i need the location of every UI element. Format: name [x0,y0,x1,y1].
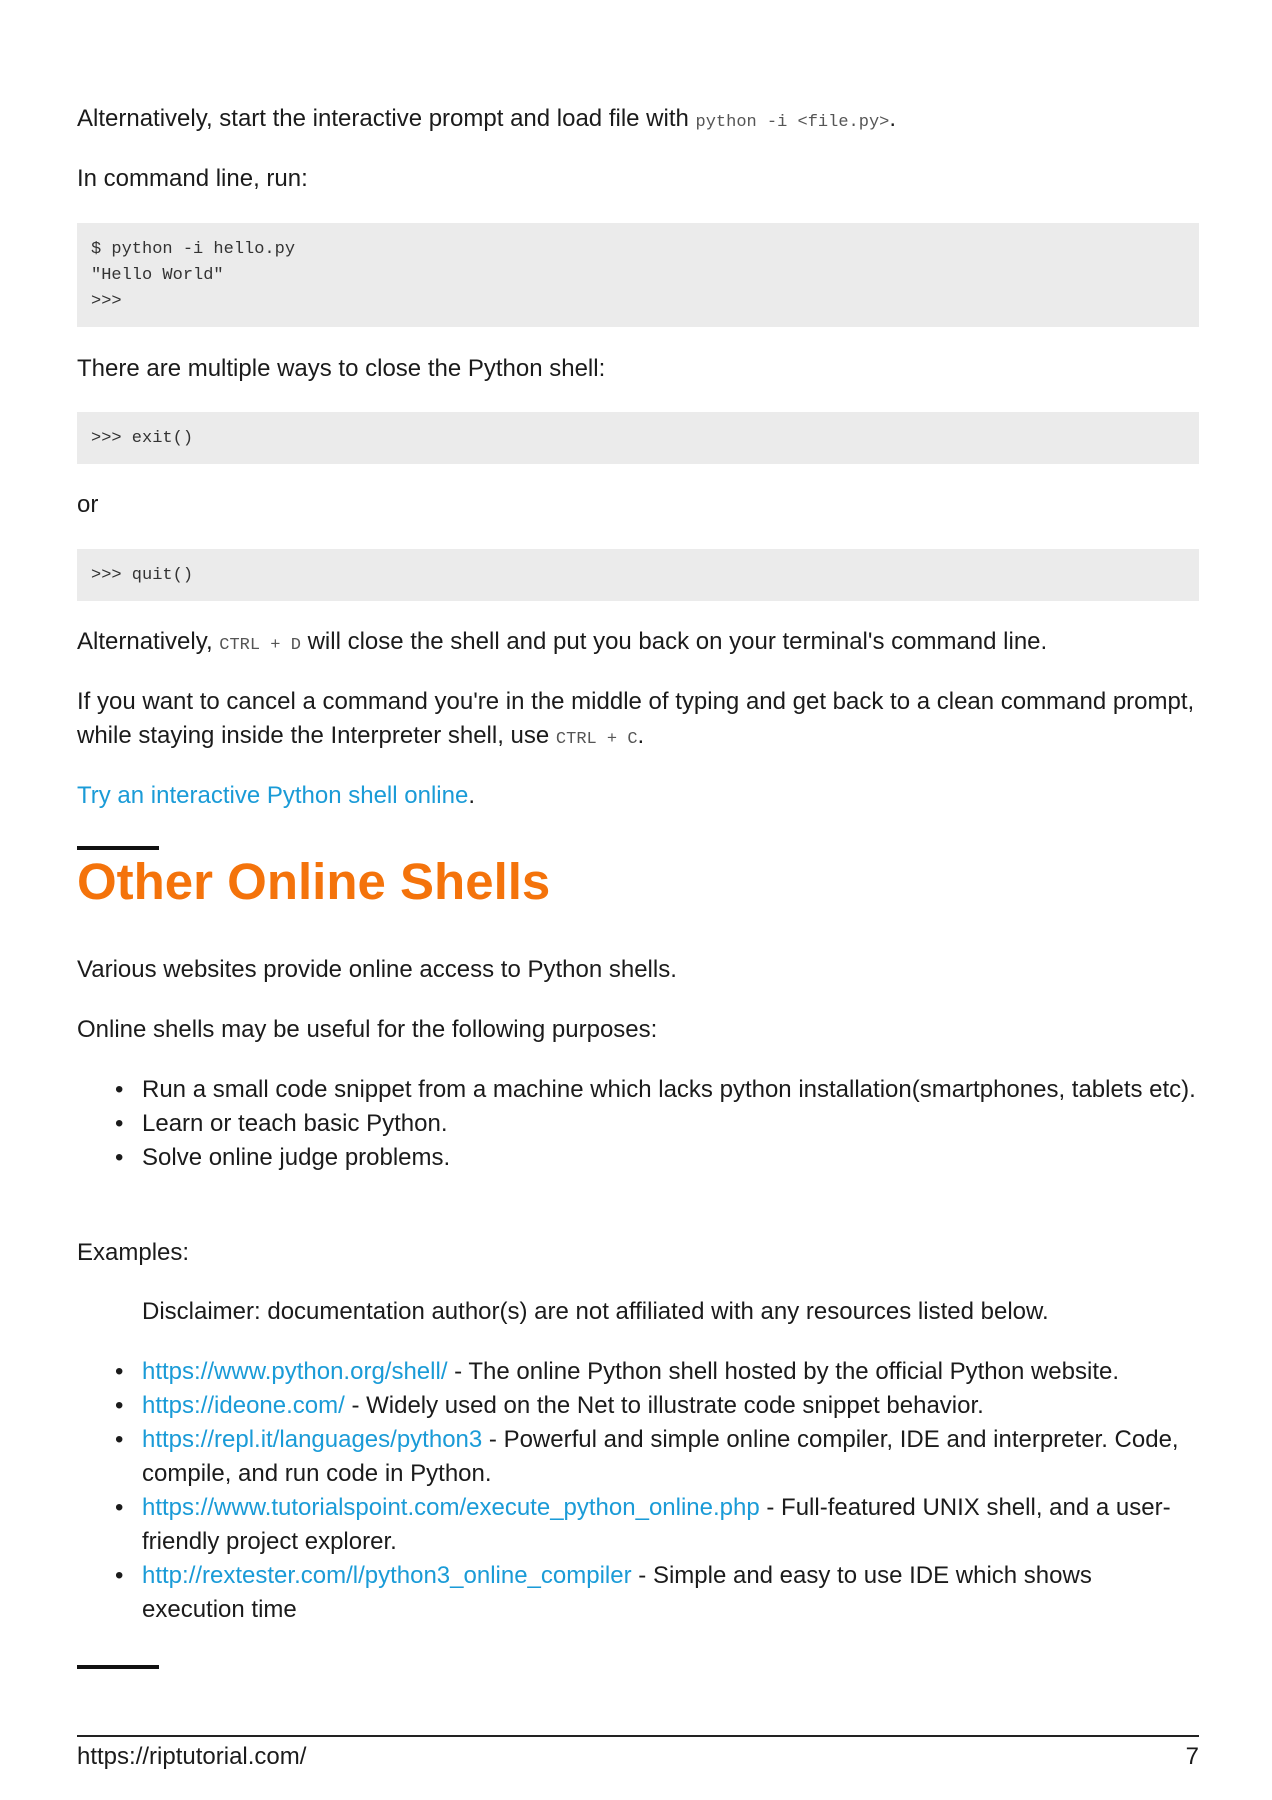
list-item: • https://www.tutorialspoint.com/execute_python_online.php - Full-featured UNIX shell, and a user-friendly project explorer. [77,1491,1199,1559]
section-rule [77,846,159,850]
bullet: • [115,1494,124,1521]
list-item: • https://ideone.com/ - Widely used on the Net to illustrate code snippet behavior. [77,1389,1199,1423]
footer-divider [77,1735,1199,1737]
resource-link[interactable]: https://www.python.org/shell/ [142,1358,448,1385]
page-footer [77,1743,1199,1771]
bullet: • [115,1426,124,1453]
bullet: • [115,1076,124,1103]
code-block-run: $ python -i hello.py "Hello World" >>> [77,223,1199,327]
bullet: • [115,1144,124,1171]
cmd-line-paragraph: In command line, run: [77,165,308,192]
footer-url: https://riptutorial.com/ [77,1743,307,1770]
alt-start-paragraph: Alternatively, start the interactive prompt and load file with python -i <file.py>. [77,105,897,132]
resource-link[interactable]: https://www.tutorialspoint.com/execute_python_online.php [142,1494,760,1521]
resource-list [77,1355,1199,1627]
code-block-quit: >>> quit() [77,549,1199,601]
resource-link[interactable]: https://ideone.com/ [142,1392,345,1419]
resource-link[interactable]: http://rextester.com/l/python3_online_compiler [142,1562,632,1589]
try-online-link[interactable]: Try an interactive Python shell online [77,782,469,809]
section-title: Other Online Shells [77,853,551,910]
bullet: • [115,1562,124,1589]
ctrl-d-paragraph: Alternatively, CTRL + D will close the shell and put you back on your terminal's command line. [77,628,1048,655]
list-item: • http://rextester.com/l/python3_online_compiler - Simple and easy to use IDE which shows execution time [77,1559,1199,1627]
or-text: or [77,491,99,518]
document-page [77,0,1199,1800]
list-item: • Run a small code snippet from a machine which lacks python installation(smartphones, tablets etc). [77,1073,1199,1107]
try-paragraph: Try an interactive Python shell online. [77,782,475,809]
purpose-list [77,1073,1199,1175]
inline-code: CTRL + C [555,730,638,749]
cancel-paragraph: If you want to cancel a command you're in the middle of typing and get back to a clean command prompt, while staying inside the Interpreter shell, use CTRL + C. [77,688,1195,749]
section-paragraph-2: Online shells may be useful for the following purposes: [77,1016,658,1043]
resource-link[interactable]: https://repl.it/languages/python3 [142,1426,483,1453]
disclaimer: Disclaimer: documentation author(s) are not affiliated with any resources listed below. [142,1298,1049,1325]
bullet: • [115,1358,124,1385]
list-item: • Learn or teach basic Python. [77,1107,1199,1141]
section-paragraph-1: Various websites provide online access to Python shells. [77,956,677,983]
bullet: • [115,1392,124,1419]
inline-code: CTRL + D [219,636,301,655]
code-block-exit: >>> exit() [77,412,1199,464]
inline-code: python -i <file.py> [695,113,890,132]
end-rule [77,1665,159,1669]
close-shell-paragraph: There are multiple ways to close the Python shell: [77,355,606,382]
list-item: • https://www.python.org/shell/ - The online Python shell hosted by the official Python website. [77,1355,1199,1389]
bullet: • [115,1110,124,1137]
list-item: • Solve online judge problems. [77,1141,1199,1175]
list-item: • https://repl.it/languages/python3 - Powerful and simple online compiler, IDE and interpreter. Code, compile, and run code in Python. [77,1423,1199,1491]
examples-label: Examples: [77,1239,190,1266]
page-number: 7 [1185,1743,1199,1770]
